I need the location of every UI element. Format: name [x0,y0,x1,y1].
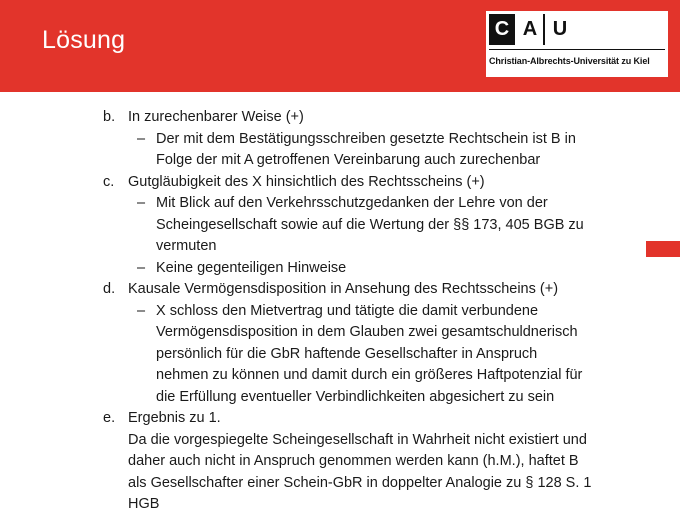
paragraph-line [0,430,680,452]
sub-item-line [0,387,680,409]
list-marker: b. [103,109,116,125]
sub-item-line [0,236,680,258]
sub-item-line [0,301,680,323]
logo-letter-c: C [489,14,515,45]
sub-item-line [0,215,680,237]
university-logo [486,11,668,77]
dash-bullet: – [137,302,146,319]
sub-item-text: Folge der mit A getroffenen Vereinbarung auch zurechenbar [156,152,541,168]
sub-item-line [0,129,680,151]
sub-item-line [0,150,680,172]
logo-letters [489,14,573,45]
list-item-heading: Gutgläubigkeit des X hinsichtlich des Rechtsscheins (+) [128,173,485,190]
sub-item-line [0,258,680,280]
list-item-heading: Kausale Vermögensdisposition in Ansehung des Rechtsscheins (+) [128,281,559,297]
paragraph-line [0,494,680,516]
list-item-e [0,408,680,430]
dash-bullet: – [137,259,146,276]
sub-item-text: Mit Blick auf den Verkehrsschutzgedanken der Lehre von der [156,195,548,211]
paragraph-text: HGB [128,496,160,512]
sub-item-line [0,322,680,344]
paragraph-text: Da die vorgespiegelte Scheingesellschaft in Wahrheit nicht existiert und [128,431,587,448]
list-item-heading: In zurechenbarer Weise (+) [128,109,304,125]
paragraph-line [0,451,680,473]
sub-item-text: Der mit dem Bestätigungsschreiben gesetzte Rechtschein ist B in [156,130,576,147]
slide-header [0,0,680,92]
list-marker: c. [103,173,115,190]
list-item-c [0,172,680,194]
sub-item-line [0,344,680,366]
slide-content [0,107,680,516]
paragraph-line [0,473,680,495]
logo-divider [489,49,665,50]
list-item-heading: Ergebnis zu 1. [128,410,221,426]
dash-bullet: – [137,130,146,147]
sub-item-text: die Erfüllung eventueller Verbindlichkeiten abgesichert zu sein [156,388,555,405]
list-item-d [0,279,680,301]
sub-item-text: persönlich für die GbR haftende Gesellschafter in Anspruch [156,345,538,362]
list-item-b [0,107,680,129]
logo-letter-u: U [547,14,573,45]
paragraph-text: als Gesellschafter einer Schein-GbR in doppelter Analogie zu § 128 S. 1 [128,474,592,491]
paragraph-text: daher auch nicht in Anspruch genommen werden kann (h.M.), haftet B [128,453,579,469]
sub-item-text: vermuten [156,238,217,254]
slide-title: Lösung [42,26,126,54]
sub-item-text: Scheingesellschaft sowie auf die Wertung der §§ 173, 405 BGB zu [156,216,584,233]
logo-letter-a: A [517,14,543,45]
sub-item-line [0,365,680,387]
list-marker: d. [103,281,116,297]
logo-university-name: Christian-Albrechts-Universität zu Kiel [489,56,650,66]
sub-item-text: Keine gegenteiligen Hinweise [156,259,347,276]
dash-bullet: – [137,195,146,211]
sub-item-text: Vermögensdisposition in dem Glauben zwei gesamtschuldnerisch [156,324,578,340]
logo-separator [543,14,545,45]
sub-item-text: X schloss den Mietvertrag und tätigte die damit verbundene [156,302,539,319]
sub-item-line [0,193,680,215]
sub-item-text: nehmen zu können und damit durch ein größeres Haftpotenzial für [156,367,583,383]
list-marker: e. [103,410,116,426]
